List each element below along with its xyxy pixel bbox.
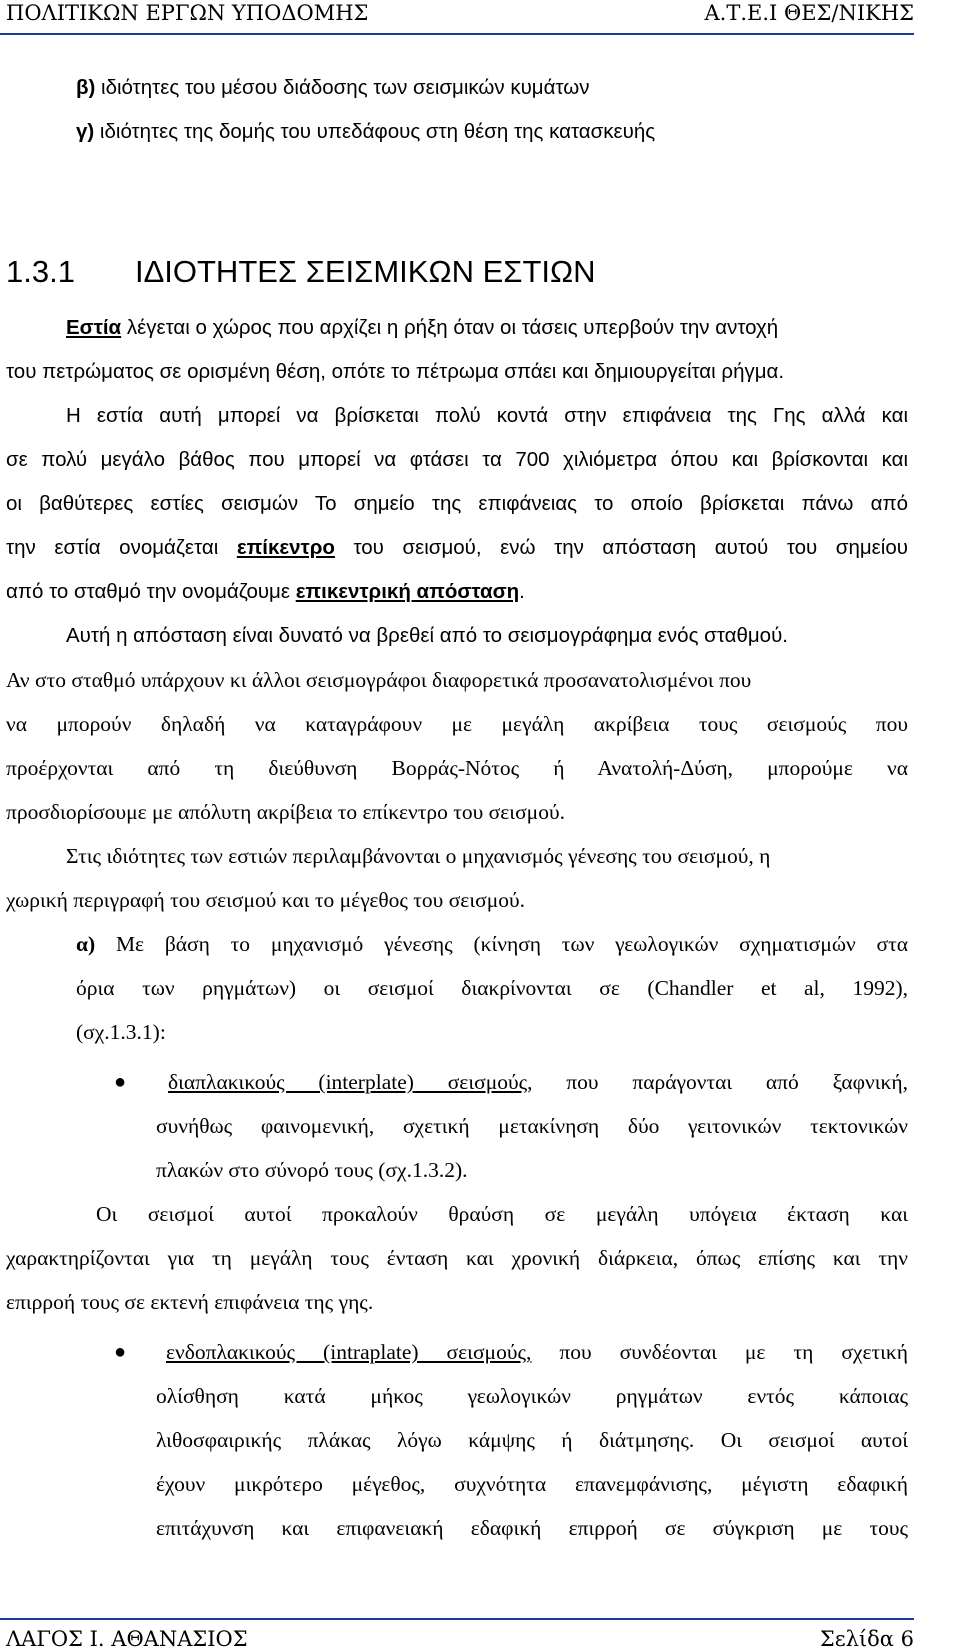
- intro-item-b: [6, 66, 908, 110]
- list-item-intraplate: [6, 1330, 908, 1550]
- term-focus: Εστία: [66, 316, 122, 339]
- p1-line5: οι βαθύτερες εστίες σεισμών Το σημείο της επιφάνειας το οποίο βρίσκεται πάνω από: [6, 492, 908, 515]
- bullet2-line3: λιθοσφαιρικής πλάκας λόγω κάμψης ή διάτμησης. Οι σεισμοί αυτοί: [156, 1428, 908, 1452]
- footer-author: ΛΑΓΟΣ Ι. ΑΘΑΝΑΣΙΟΣ: [6, 1627, 248, 1651]
- section-title: ΙΔΙΟΤΗΤΕΣ ΣΕΙΣΜΙΚΩΝ ΕΣΤΙΩΝ: [134, 254, 596, 289]
- p2-line4: προσδιορίσουμε με απόλυτη ακρίβεια το επίκεντρο του σεισμού.: [6, 800, 565, 824]
- list-item-interplate: [6, 1060, 908, 1192]
- p3-line2: χωρική περιγραφή του σεισμού και το μέγεθος του σεισμού.: [6, 888, 525, 912]
- paragraph-focus-definition: [6, 306, 908, 658]
- header-right-title: Α.Τ.Ε.Ι ΘΕΣ/ΝΙΚΗΣ: [704, 1, 914, 25]
- p4-label: α): [76, 932, 96, 956]
- bullet1-line3: πλακών στο σύνορό τους (σχ.1.3.2).: [156, 1158, 468, 1182]
- bullet-icon: ●: [114, 1341, 127, 1363]
- p1-line4: σε πολύ μεγάλο βάθος που μπορεί να φτάσει τα 700 χιλιόμετρα όπου και βρίσκονται και: [6, 448, 908, 471]
- bullet2-line4: έχουν μικρότερο μέγεθος, συχνότητα επανεμφάνισης, μέγιστη εδαφική: [156, 1472, 908, 1496]
- p1-line1: λέγεται ο χώρος που αρχίζει η ρήξη όταν οι τάσεις υπερβούν την αντοχή: [121, 316, 779, 339]
- p1-line6a: την εστία ονομάζεται: [6, 536, 237, 559]
- paragraph-focus-properties: [6, 834, 908, 922]
- p4-line2: όρια των ρηγμάτων) οι σεισμοί διακρίνονται σε (Chandler et al, 1992),: [76, 976, 908, 1000]
- section-number: 1.3.1: [6, 254, 75, 289]
- intro-b-label: β): [76, 76, 96, 99]
- footer-page-number: Σελίδα 6: [819, 1627, 914, 1651]
- bullet2-line5: επιτάχυνση και επιφανειακή εδαφική επιρροή σε σύγκριση με τους: [156, 1516, 908, 1540]
- term-interplate: διαπλακικούς (interplate) σεισμούς: [168, 1070, 528, 1094]
- bullet-icon: ●: [114, 1071, 127, 1093]
- page-header: [0, 0, 960, 40]
- p4-line3: (σχ.1.3.1):: [76, 1020, 166, 1044]
- p1-line7a: από το σταθμό την ονομάζουμε: [6, 580, 296, 603]
- term-epicentral-distance: επικεντρική απόσταση: [295, 580, 520, 603]
- p5-line1: Οι σεισμοί αυτοί προκαλούν θραύση σε μεγάλη υπόγεια έκταση και: [96, 1202, 908, 1226]
- p1-line6b: του σεισμού, ενώ την απόσταση αυτού του σημείου: [334, 536, 908, 559]
- p1-line3: Η εστία αυτή μπορεί να βρίσκεται πολύ κοντά στην επιφάνεια της Γης αλλά και: [66, 404, 908, 427]
- p2-line1: Αν στο σταθμό υπάρχουν κι άλλοι σεισμογράφοι διαφορετικά προσανατολισμένοι που: [6, 668, 752, 692]
- intro-b-text: ιδιότητες του μέσου διάδοσης των σεισμικών κυμάτων: [95, 76, 590, 99]
- header-left-title: ΠΟΛΙΤΙΚΩΝ ΕΡΓΩΝ ΥΠΟΔΟΜΗΣ: [6, 1, 369, 25]
- footer-rule: [0, 1618, 914, 1620]
- intro-item-g: [6, 110, 908, 154]
- p1-line2: του πετρώματος σε ορισμένη θέση, οπότε το πέτρωμα σπάει και δημιουργείται ρήγμα.: [6, 360, 785, 383]
- bullet1-line2: συνήθως φαινομενική, σχετική μετακίνηση δύο γειτονικών τεκτονικών: [156, 1114, 908, 1138]
- p2-line2: να μπορούν δηλαδή να καταγράφουν με μεγάλη ακρίβεια τους σεισμούς που: [6, 712, 908, 736]
- bullet2-line2: ολίσθηση κατά μήκος γεωλογικών ρηγμάτων εντός κάποιας: [156, 1384, 908, 1408]
- term-epicenter: επίκεντρο: [236, 536, 335, 559]
- page-footer: [0, 1612, 960, 1652]
- p2-line3: προέρχονται από τη διεύθυνση Βορράς-Νότος ή Ανατολή-Δύση, μπορούμε να: [6, 756, 908, 780]
- p1-line8: Αυτή η απόσταση είναι δυνατό να βρεθεί από το σεισμογράφημα ενός σταθμού.: [66, 624, 788, 647]
- intro-g-label: γ): [76, 120, 95, 143]
- p3-line1: Στις ιδιότητες των εστιών περιλαμβάνονται ο μηχανισμός γένεσης του σεισμού, η: [66, 844, 771, 868]
- header-rule: [0, 33, 914, 35]
- p1-line7b: .: [519, 580, 525, 603]
- bullet2-line1: που συνδέονται με τη σχετική: [531, 1340, 908, 1364]
- p4-line1: Με βάση το μηχανισμό γένεσης (κίνηση των γεωλογικών σχηματισμών στα: [95, 932, 908, 956]
- intro-g-text: ιδιότητες της δομής του υπεδάφους στη θέση της κατασκευής: [94, 120, 656, 143]
- p5-line2: χαρακτηρίζονται για τη μεγάλη τους ένταση και χρονική διάρκεια, όπως επίσης και την: [6, 1246, 908, 1270]
- paragraph-mechanism: [6, 922, 908, 1054]
- p5-line3: επιρροή τους σε εκτενή επιφάνεια της γης.: [6, 1290, 374, 1314]
- section-heading: [6, 250, 908, 294]
- paragraph-seismographs: [6, 658, 908, 834]
- document-body: [6, 44, 908, 1550]
- bullet1-line1: , που παράγονται από ξαφνική,: [527, 1070, 908, 1094]
- paragraph-interplate-effects: [6, 1192, 908, 1324]
- term-intraplate: ενδοπλακικούς (intraplate) σεισμούς,: [166, 1340, 532, 1364]
